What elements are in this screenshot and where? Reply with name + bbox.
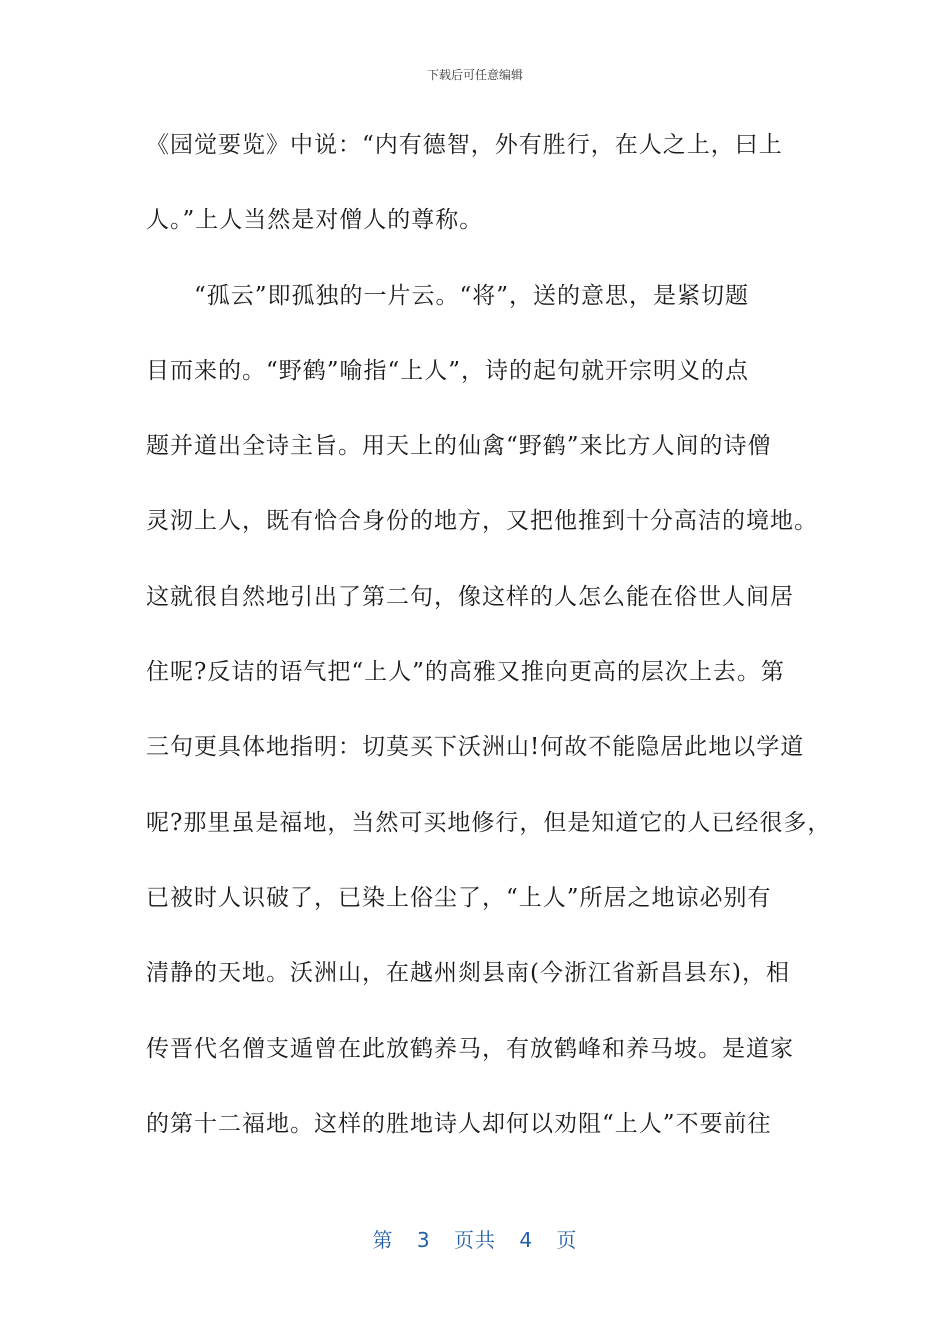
text-line: 灵沏上人，既有恰合身份的地方，又把他推到十分高洁的境地。 — [146, 508, 818, 535]
text-line: 住呢?反诘的语气把“上人”的高雅又推向更高的层次上去。第 — [146, 659, 785, 686]
text-line: 《园觉要览》中说：“内有德智，外有胜行，在人之上，曰上 — [146, 132, 783, 158]
text-line: 三句更具体地指明：切莫买下沃洲山!何故不能隐居此地以学道 — [146, 734, 805, 761]
text-line: 目而来的。“野鹤”喻指“上人”，诗的起句就开宗明义的点 — [146, 357, 750, 384]
text-line: 的第十二福地。这样的胜地诗人却何以劝阻“上人”不要前往 — [146, 1110, 772, 1137]
text-line: 人。”上人当然是对僧人的尊称。 — [146, 207, 484, 234]
text-line: 呢?那里虽是福地，当然可买地修行，但是知道它的人已经很多， — [146, 809, 832, 836]
page-number-footer: 第 3 页共 4 页 — [372, 1228, 578, 1252]
text-line: 清静的天地。沃洲山，在越州剡县南(今浙江省新昌县东)，相 — [146, 960, 790, 987]
text-line: 题并道出全诗主旨。用天上的仙禽“野鹤”来比方人间的诗僧 — [146, 433, 772, 460]
body-text — [146, 125, 832, 1179]
page-header-note: 下载后可任意编辑 — [426, 68, 523, 82]
text-line: “孤云”即孤独的一片云。“将”，送的意思，是紧切题 — [146, 282, 750, 309]
text-line: 传晋代名僧支遁曾在此放鹤养马，有放鹤峰和养马坡。是道家 — [146, 1035, 794, 1062]
text-line: 已被时人识破了，已染上俗尘了，“上人”所居之地谅必别有 — [146, 884, 772, 911]
text-line: 这就很自然地引出了第二句，像这样的人怎么能在俗世人间居 — [146, 583, 794, 610]
